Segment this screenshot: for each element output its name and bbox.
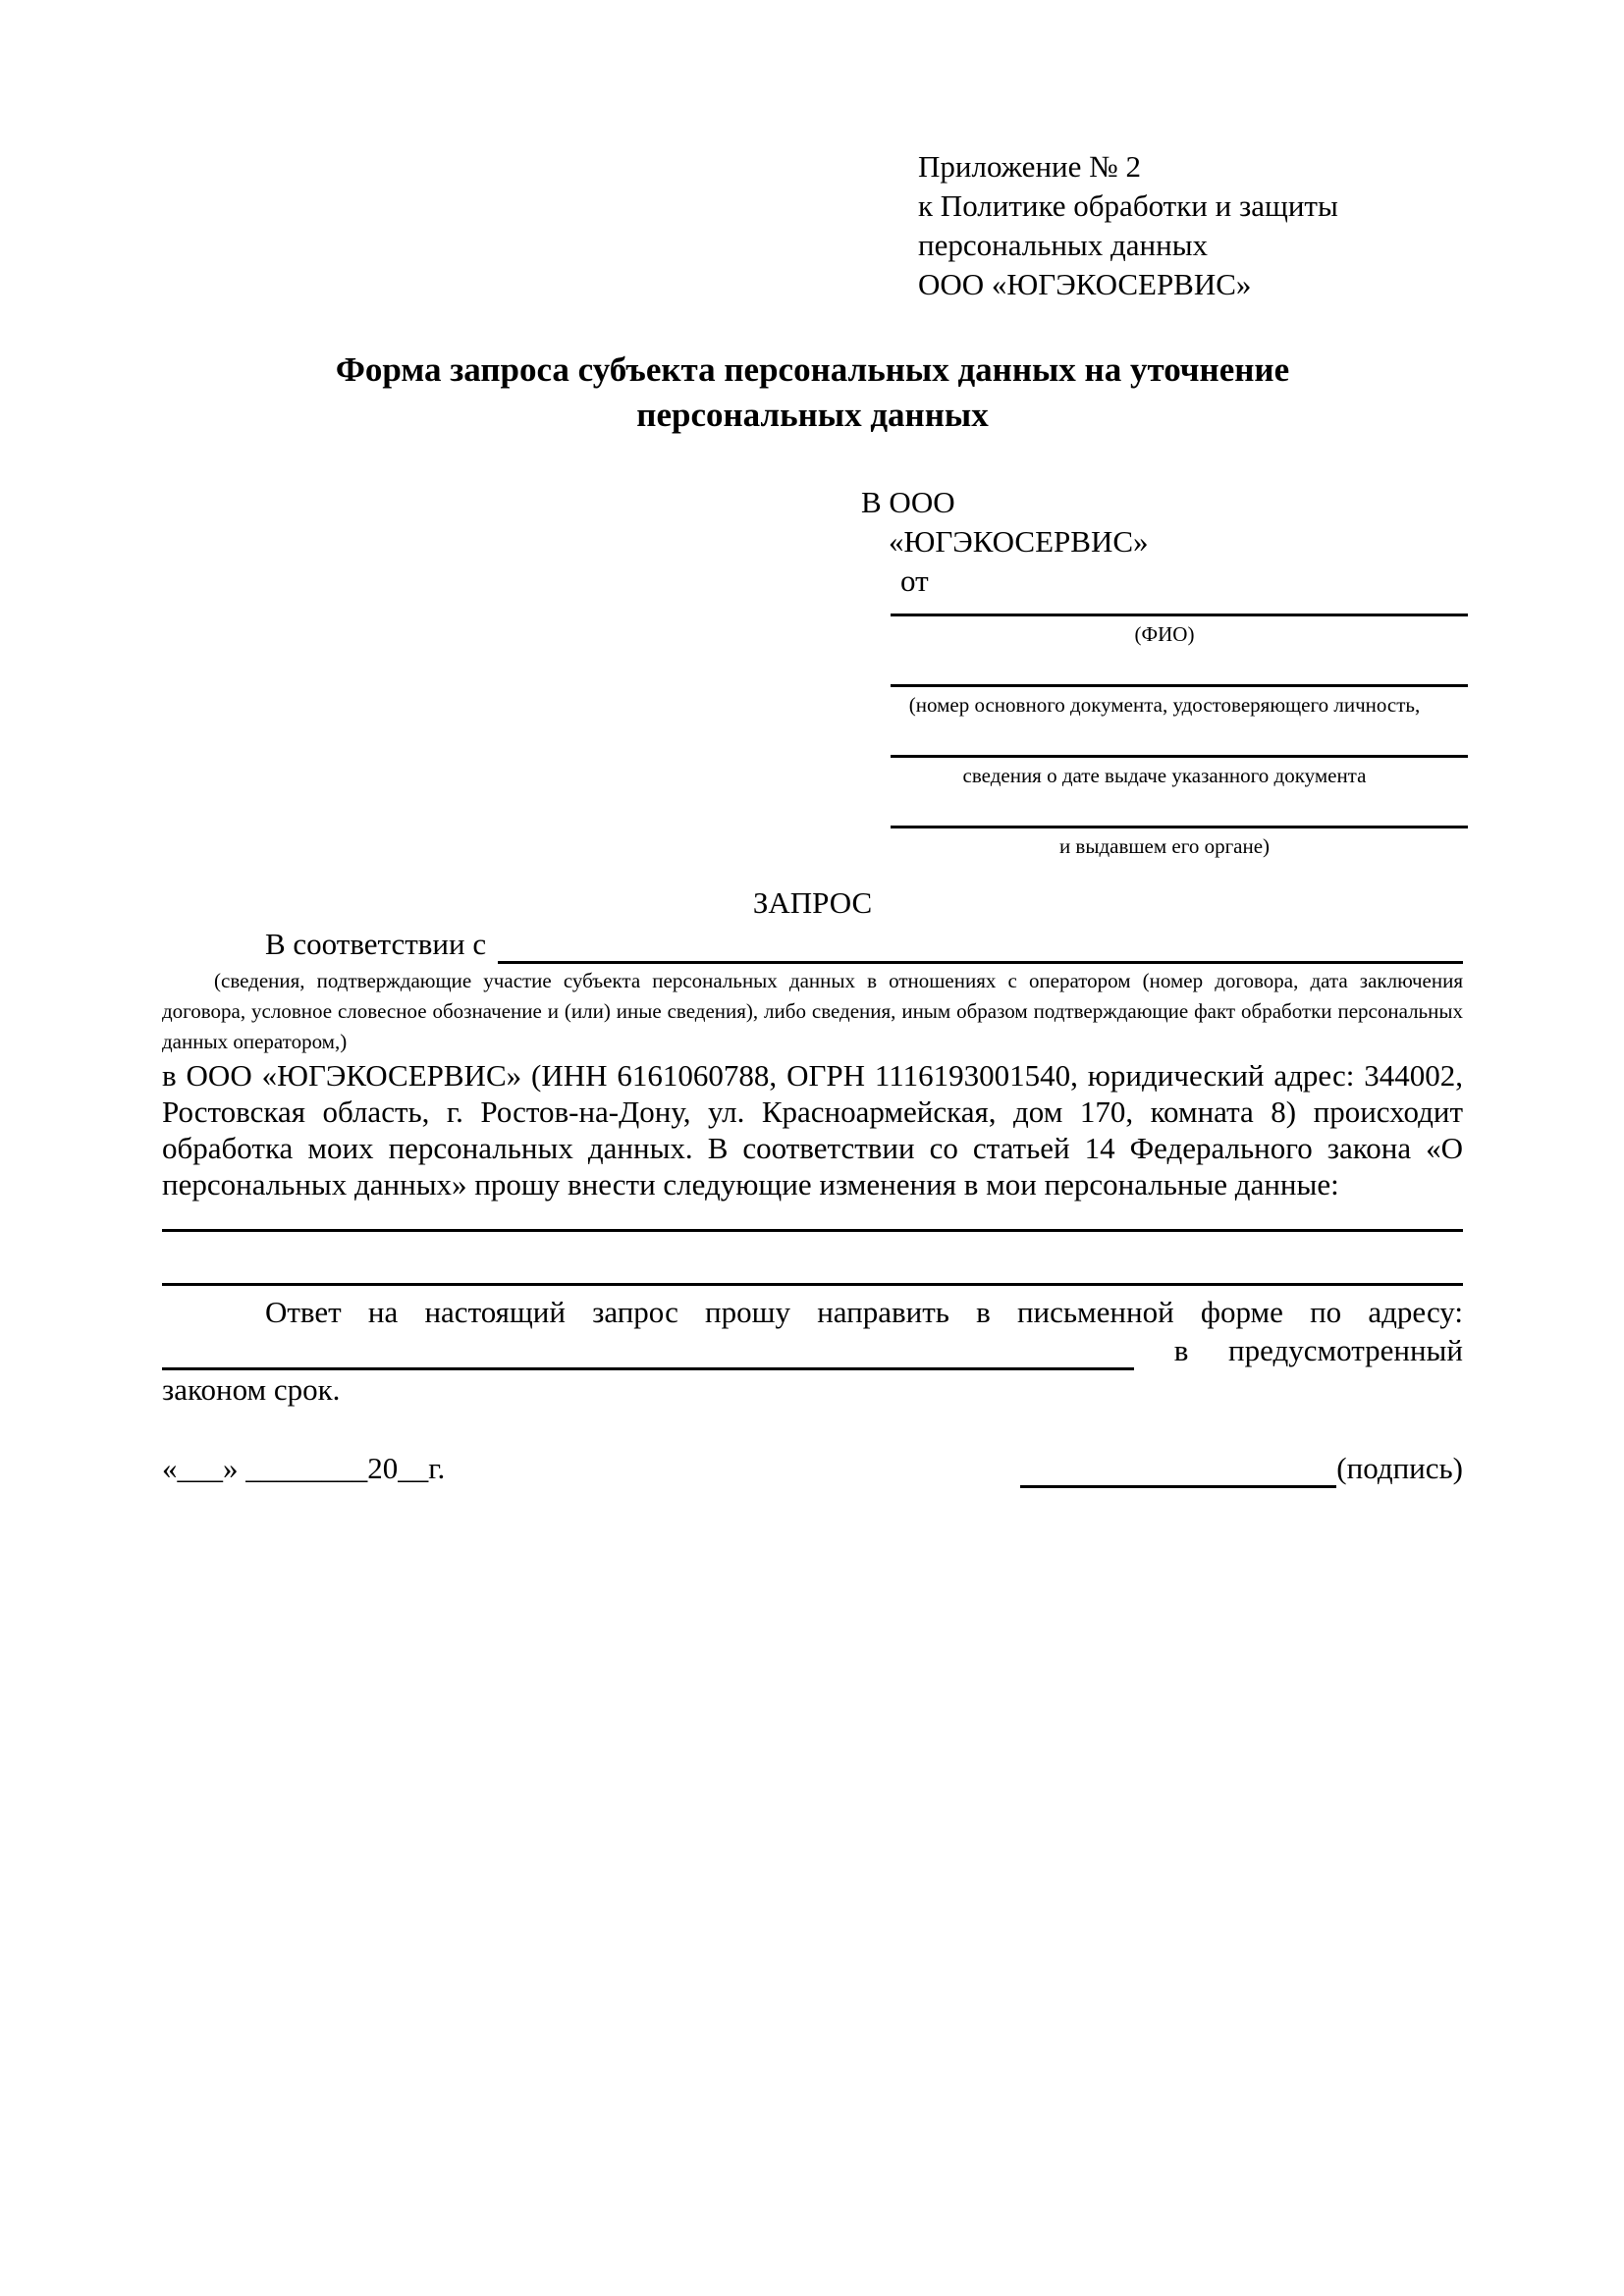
changes-blank-line-1 <box>162 1202 1463 1232</box>
signature-caption: (подпись) <box>1336 1451 1463 1485</box>
fio-blank-line <box>891 601 1468 616</box>
document-title: Форма запроса субъекта персональных данных на уточнение персональных данных <box>335 350 1290 434</box>
address-blank-line <box>162 1341 1134 1370</box>
appendix-header <box>918 147 1483 304</box>
appendix-company-name: ООО «ЮГЭКОСЕРВИС» <box>918 267 1252 301</box>
request-heading: ЗАПРОС <box>752 885 873 920</box>
issue-date-caption: сведения о дате выдаче указанного документа <box>962 764 1367 787</box>
signature-group <box>1020 1449 1463 1488</box>
fio-caption: (ФИО) <box>1134 622 1195 646</box>
issuing-authority-blank-line <box>891 795 1468 828</box>
addressee-company-name: «ЮГЭКОСЕРВИС» <box>889 524 1149 559</box>
answer-word-v: в <box>1173 1333 1189 1367</box>
answer-term-line: законом срок. <box>162 1372 341 1407</box>
appendix-number: Приложение № 2 <box>918 149 1141 184</box>
addressee-to-line: В ООО <box>861 485 955 519</box>
intro-prefix: В соответствии с <box>265 927 487 961</box>
date-line: «___» ________20__г. <box>162 1451 446 1485</box>
footer-row <box>162 1449 1463 1488</box>
appendix-policy-reference: к Политике обработки и защиты персональных данных <box>918 188 1338 262</box>
main-paragraph: в ООО «ЮГЭКОСЕРВИС» (ИНН 6161060788, ОГРН 1116193001540, юридический адрес: 344002, Ростовская область, г. Ростов-на-Дону, ул. Красноармейская, дом 170, комната 8) происходит обработка моих персональных данных. В соответствии со статьей 14 Федерального закона «О персональных данных» прошу внести следующие изменения в мои персональные данные: <box>162 1058 1463 1201</box>
document-number-caption: (номер основного документа, удостоверяющего личность, <box>908 693 1421 717</box>
answer-word-predusmotrenny: предусмотренный <box>1228 1333 1463 1367</box>
document-number-blank-line <box>891 654 1468 687</box>
intro-blank-line <box>498 934 1463 964</box>
addressee-from-label: от <box>900 563 929 598</box>
addressee-block <box>861 483 1468 866</box>
answer-request-line: Ответ на настоящий запрос прошу направить в письменной форме по адресу: <box>265 1295 1463 1329</box>
issue-date-blank-line <box>891 724 1468 758</box>
issuing-authority-caption: и выдавшем его органе) <box>1058 834 1271 858</box>
footnote-text: (сведения, подтверждающие участие субъекта персональных данных в отношениях с оператором (номер договора, дата заключения договора, условное словесное обозначение и (или) иные сведения), либо сведения, иным образом подтверждающие факт обработки персональных данных оператором,) <box>162 969 1463 1053</box>
answer-address-row <box>162 1331 1463 1370</box>
changes-blank-line-2 <box>162 1232 1463 1286</box>
signature-blank-line <box>1020 1459 1336 1488</box>
intro-row <box>162 925 1463 964</box>
